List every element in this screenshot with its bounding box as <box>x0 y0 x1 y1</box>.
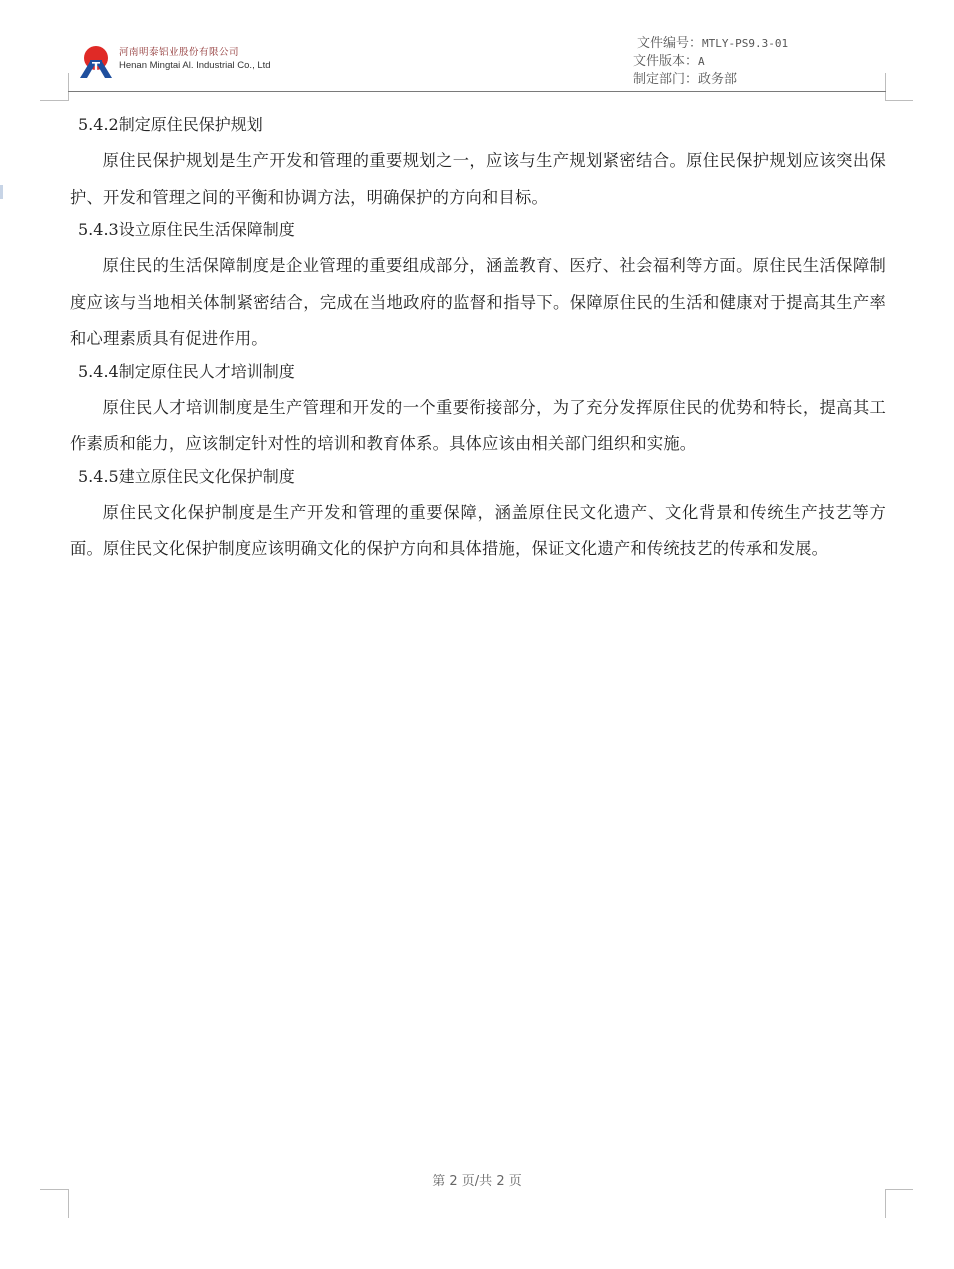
crop-mark-bottom-left-v <box>68 1189 69 1218</box>
section-heading: 5.4.3设立原住民生活保障制度 <box>78 220 295 239</box>
section-heading: 5.4.4制定原住民人才培训制度 <box>78 361 295 381</box>
crop-mark-top-left-v <box>68 73 69 101</box>
left-margin-marker <box>0 185 3 199</box>
doc-number-row <box>633 35 788 53</box>
document-body <box>70 111 886 568</box>
page-footer <box>0 1170 954 1189</box>
page-number: 第 2 页/共 2 页 <box>432 1174 522 1189</box>
paragraph-line: 原住民的生活保障制度是企业管理的重要组成部分，涵盖教育、医疗、社会福利等方面。原住 <box>102 256 787 275</box>
crop-mark-top-right-h <box>885 100 913 101</box>
section-paragraph <box>70 248 886 358</box>
paragraph-line: 产技艺等方面。原住民文化保护制度应该明确文化的保护方向和具体措施，保证文化遗产和传统技 <box>70 502 886 558</box>
section-5-4-5 <box>70 463 886 568</box>
company-name-cn: 河南明泰铝业股份有限公司 <box>119 47 240 58</box>
section-5-4-2 <box>70 111 886 216</box>
company-name <box>119 46 271 73</box>
crop-mark-bottom-right-h <box>885 1189 913 1190</box>
paragraph-line: 原住民保护规划是生产开发和管理的重要规划之一，应该与生产规划紧密结合。原住民保护规 <box>102 151 787 170</box>
crop-mark-bottom-right-v <box>885 1189 886 1218</box>
crop-mark-top-right-v <box>885 73 886 101</box>
company-name-en: Henan Mingtai Al. Industrial Co., Ltd <box>119 60 271 71</box>
section-heading: 5.4.2制定原住民保护规划 <box>78 115 263 134</box>
doc-department-row <box>633 71 788 89</box>
section-heading: 5.4.5建立原住民文化保护制度 <box>78 466 295 486</box>
doc-department-label: 制定部门： <box>633 72 699 87</box>
paragraph-line: 原住民文化保护制度是生产开发和管理的重要保障，涵盖原住民文化遗产、文化背景和传统生 <box>102 502 802 522</box>
mingtai-logo-icon <box>78 44 114 78</box>
doc-department-value: 政务部 <box>698 72 738 87</box>
section-paragraph <box>70 390 886 463</box>
paragraph-line: 活和健康对于提高其生产率和心理素质具有促进作用。 <box>70 292 886 348</box>
paragraph-line: 原住民人才培训制度是生产管理和开发的一个重要衔接部分，为了充分发挥原住民的优势和特 <box>102 397 787 417</box>
doc-number-label: 文件编号： <box>637 36 703 51</box>
doc-number-value: MTLY-PS9.3-01 <box>702 37 789 50</box>
doc-version-row <box>633 53 788 71</box>
section-5-4-3 <box>70 216 886 358</box>
section-paragraph <box>70 143 886 216</box>
paragraph-line: 民生活保障制度应该与当地相关体制紧密结合，完成在当地政府的监督和指导下。保障原住民的生 <box>70 256 886 312</box>
paragraph-line: 艺的传承和发展。 <box>696 539 829 558</box>
crop-mark-bottom-left-h <box>40 1189 69 1190</box>
doc-version-value: A <box>698 55 705 68</box>
doc-version-label: 文件版本： <box>633 54 699 69</box>
section-paragraph <box>70 495 886 568</box>
section-5-4-4 <box>70 358 886 463</box>
paragraph-line: 长，提高其工作素质和能力，应该制定针对性的培训和教育体系。具体应该由相关部门组织和实施。 <box>70 397 886 453</box>
header-divider <box>68 91 886 92</box>
crop-mark-top-left-h <box>40 100 69 101</box>
paragraph-line: 划应该突出保护、开发和管理之间的平衡和协调方法，明确保护的方向和目标。 <box>70 151 886 207</box>
document-info <box>633 35 788 89</box>
